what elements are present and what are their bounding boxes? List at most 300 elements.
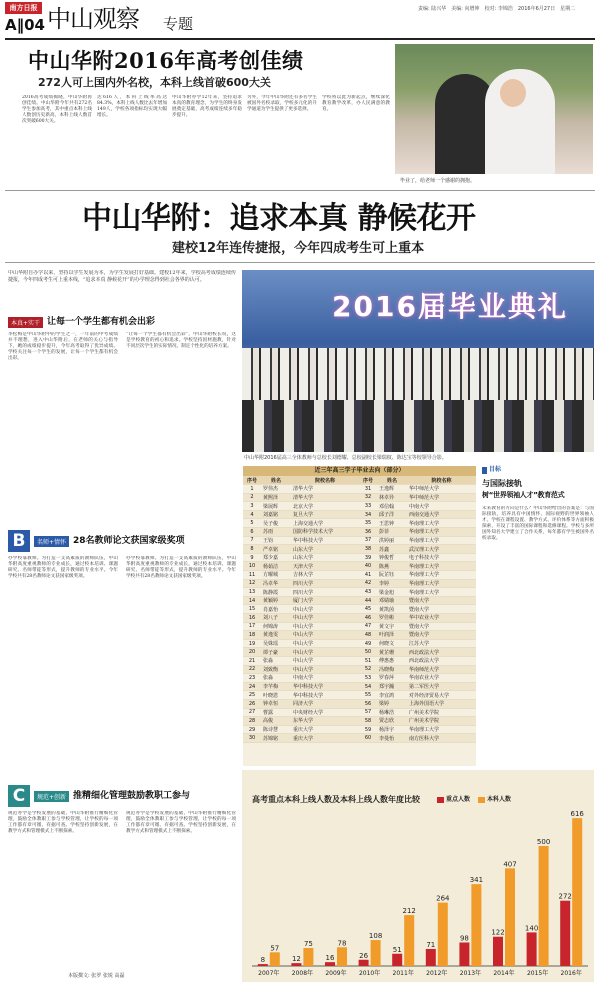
- table-cell: 7: [243, 536, 261, 545]
- data-label: 98: [459, 934, 469, 943]
- table-cell: 暨南大学: [407, 622, 476, 631]
- table-cell: 曹露: [261, 708, 291, 717]
- table-row: [243, 708, 476, 717]
- table-cell: 8: [243, 545, 261, 554]
- table-row: [243, 622, 476, 631]
- table-cell: 华中师范大学: [407, 493, 476, 502]
- table-cell: 冯晓梅: [377, 665, 407, 674]
- chart-panel: [242, 770, 594, 982]
- table-cell: 黄颖婷: [261, 596, 291, 605]
- section-subtitle: 专题: [163, 15, 194, 33]
- table-cell: 5: [243, 519, 261, 528]
- table-cell: 42: [359, 579, 377, 588]
- section-b: [8, 530, 236, 782]
- table-cell: 严卓铭: [261, 545, 291, 554]
- table-cell: 高俊: [261, 717, 291, 726]
- table-cell: 华中师范大学: [407, 485, 476, 494]
- table-cell: 上海外国语大学: [407, 699, 476, 708]
- table-cell: 18: [243, 631, 261, 640]
- story1-col2: 达616人，本科上线率高达84.3%，本科上线人数比去年增加149人，学校各项指标均实现大幅增长。: [97, 95, 167, 119]
- table-cell: 中山大学: [291, 648, 359, 657]
- table-cell: 24: [243, 682, 261, 691]
- table-cell: 中山大学: [291, 665, 359, 674]
- table-cell: 50: [359, 648, 377, 657]
- x-tick-label: 2013年: [459, 970, 482, 977]
- section-b-tag: 名师+情怀: [34, 536, 69, 547]
- table-cell: 陈诗慧: [261, 725, 291, 734]
- table-header-cell: 院校名称: [291, 476, 359, 485]
- meta-proofreader: 校对: 李锦浩: [484, 6, 513, 12]
- story2-lead: 中山华附自办学以来，坚持以学生发展为本，为学生发展打好基础。建校12年来，学校高考成绩连续传捷报，今年四成考生可上重本线，“追求本真 静候花开”的办学理念得到社会各界的认可。: [8, 270, 236, 283]
- table-header-cell: 序号: [243, 476, 261, 485]
- table-row: [243, 734, 476, 743]
- table-cell: 36: [359, 528, 377, 537]
- table-cell: 刘八子: [261, 614, 291, 623]
- table-cell: 广州美术学院: [407, 717, 476, 726]
- table-row: [243, 536, 476, 545]
- section-b-head: [34, 535, 185, 547]
- table-cell: 28: [243, 717, 261, 726]
- table-cell: 15: [243, 605, 261, 614]
- data-label: 78: [337, 939, 347, 948]
- x-tick-label: 2016年: [560, 970, 582, 977]
- table-cell: 钟卓恒: [261, 699, 291, 708]
- table-cell: 张淼: [261, 674, 291, 683]
- meta-editor: 责编: 陆兴华: [418, 6, 447, 12]
- table-cell: 14: [243, 596, 261, 605]
- table-cell: 肖嘉怡: [261, 605, 291, 614]
- bar-key-2016年: [560, 901, 570, 966]
- meta-date: 2016年6月27日: [517, 6, 556, 12]
- table-cell: 贾志欣: [377, 717, 407, 726]
- table-row: [243, 639, 476, 648]
- table-cell: 34: [359, 510, 377, 519]
- data-label: 16: [325, 954, 335, 963]
- story2-subtitle: 建校12年连传捷报，今年四成考生可上重本: [172, 241, 425, 256]
- bar-key-2008年: [291, 963, 301, 966]
- bar-key-2012年: [426, 949, 436, 966]
- table-cell: 12: [243, 579, 261, 588]
- table-cell: 刘致衡: [261, 665, 291, 674]
- table-cell: 第二军医大学: [407, 682, 476, 691]
- bar-undergrad-2016年: [572, 818, 582, 966]
- section-b-body2: 办学校靠教师。为打造一支高素质的教师队伍，中山华附高度重视教师的专业成长，通过校本培训、课题研究、名师带徒等形式，提升教师的专业水平。今年学校共有28名教师论文获国家级奖项。: [126, 556, 236, 580]
- table-row: [243, 519, 476, 528]
- table-cell: 黄凯茵: [377, 605, 407, 614]
- table-cell: 57: [359, 708, 377, 717]
- table-cell: 电子科技大学: [407, 553, 476, 562]
- table-cell: 冯卓华: [261, 579, 291, 588]
- table-cell: 20: [243, 648, 261, 657]
- table-cell: 29: [243, 725, 261, 734]
- bar-key-2007年: [258, 964, 268, 966]
- table-header-row: [243, 476, 476, 485]
- x-tick-label: 2015年: [526, 970, 549, 977]
- data-label: 140: [524, 924, 539, 933]
- table-cell: 华中科技大学: [291, 691, 359, 700]
- table-cell: 35: [359, 519, 377, 528]
- table-cell: 天津大学: [291, 562, 359, 571]
- table-cell: 山东大学: [291, 545, 359, 554]
- data-label: 8: [260, 956, 266, 965]
- table-cell: 重庆大学: [291, 734, 359, 743]
- table-header-cell: 院校名称: [407, 476, 476, 485]
- table-row: [243, 562, 476, 571]
- table-header-cell: 序号: [359, 476, 377, 485]
- table-row: [243, 596, 476, 605]
- table-cell: 49: [359, 639, 377, 648]
- table-cell: 罗伟杰: [261, 485, 291, 494]
- bar-key-2015年: [527, 932, 537, 966]
- table-cell: 华南理工大学: [407, 519, 476, 528]
- table-cell: 李婷: [377, 579, 407, 588]
- table-row: [243, 699, 476, 708]
- section-a-head: [8, 316, 155, 328]
- table-cell: 中山大学: [291, 631, 359, 640]
- table-cell: 46: [359, 614, 377, 623]
- table-row: [243, 605, 476, 614]
- table-cell: 华南理工大学: [407, 725, 476, 734]
- table-cell: 傅惠惠: [377, 656, 407, 665]
- table-row: [243, 682, 476, 691]
- table-cell: 叶晓恩: [261, 691, 291, 700]
- table-cell: 华南理工大学: [407, 562, 476, 571]
- table-cell: 上海交通大学: [291, 519, 359, 528]
- table-cell: 陈燕: [377, 562, 407, 571]
- masthead: [0, 0, 600, 40]
- table-cell: 23: [243, 674, 261, 683]
- graduates-table-title: 近三年高三学子毕业去向（部分）: [243, 466, 476, 476]
- data-label: 122: [491, 928, 505, 937]
- table-row: [243, 725, 476, 734]
- side-body: 未来教育的方向是什么？中山华附给出的答案是：与国际接轨，培养具有中国情怀、国际视野的世界领袖人才。学校在课程设置、教学方式、评价体系等方面积极探索，开设了丰富的国际课程和选修课程。学校与多所国外知名大学建立了合作关系，每年都有学生被国外名校录取。: [482, 506, 594, 542]
- table-cell: 吴姝瑶: [261, 639, 291, 648]
- table-row: [243, 485, 476, 494]
- table-cell: 27: [243, 708, 261, 717]
- table-cell: 中央财经大学: [291, 708, 359, 717]
- bar-key-2011年: [392, 954, 402, 966]
- bar-undergrad-2009年: [337, 947, 347, 966]
- data-label: 57: [270, 944, 280, 953]
- table-cell: 谭子豪: [261, 648, 291, 657]
- table-cell: 1: [243, 485, 261, 494]
- table-cell: 林卓异: [377, 493, 407, 502]
- data-label: 500: [536, 838, 551, 846]
- table-cell: 44: [359, 596, 377, 605]
- table-cell: 58: [359, 717, 377, 726]
- table-row: [243, 665, 476, 674]
- table-row: [243, 674, 476, 683]
- table-row: [243, 528, 476, 537]
- bar-key-2009年: [325, 962, 335, 966]
- bar-chart: [242, 770, 594, 982]
- table-cell: 清华大学: [291, 485, 359, 494]
- table-cell: 南方医科大学: [407, 734, 476, 743]
- section-a-body: 李松梅是中山华附中的学生之一，一年前的中考成绩并不理想，进入中山华附后，在老师的关心与指导下，她的成绩稳步提升，今年高考取得了优异成绩。学校关注每一个学生的发展，让每一个学生都有机会出彩。: [8, 332, 118, 362]
- table-cell: 48: [359, 631, 377, 640]
- story1-subtitle: 272人可上国内外名校，本科上线首破600大关: [38, 76, 271, 89]
- section-a-body2: “让每一个学生都有机会出彩”，中山华附校长说，这是学校教育的初心和追求。学校坚持因材施教，针对不同层次学生的实际情况，制定个性化的培养方案。: [126, 332, 236, 350]
- table-cell: 吉林大学: [291, 571, 359, 580]
- table-cell: 东华大学: [291, 717, 359, 726]
- table-cell: 32: [359, 493, 377, 502]
- story1-col3: 中山华附办学12年来，坚持追求本真的教育理念，为学生的终身发展奠定基础，高考成绩连续多年稳步提升。: [172, 95, 242, 119]
- section-c: [8, 785, 236, 981]
- table-cell: 西南交通大学: [407, 510, 476, 519]
- table-cell: 45: [359, 605, 377, 614]
- table-cell: 方曜城: [261, 571, 291, 580]
- graduates-table-wrap: [243, 466, 476, 766]
- table-cell: 中山大学: [291, 622, 359, 631]
- section-c-tag: 规范+创新: [34, 791, 69, 802]
- x-tick-label: 2010年: [358, 970, 381, 977]
- table-row: [243, 656, 476, 665]
- side-tag-label: 目标: [489, 466, 502, 473]
- section-c-heading: 推精细化管理鼓励教职工参与: [73, 791, 191, 801]
- table-cell: 杨茹洁: [261, 562, 291, 571]
- table-cell: 邓信翰: [377, 502, 407, 511]
- table-cell: 梁金旭: [377, 588, 407, 597]
- table-cell: 53: [359, 674, 377, 683]
- data-label: 212: [402, 907, 416, 916]
- table-cell: 郑少嘉: [261, 553, 291, 562]
- table-cell: 30: [243, 734, 261, 743]
- table-cell: 西北政法大学: [407, 648, 476, 657]
- group-photo: [242, 270, 594, 452]
- bar-undergrad-2010年: [371, 940, 381, 966]
- table-cell: 江苏大学: [407, 639, 476, 648]
- table-cell: 黄文宇: [377, 622, 407, 631]
- story2-rule: [5, 262, 595, 263]
- data-label: 616: [570, 810, 584, 819]
- table-row: [243, 588, 476, 597]
- table-cell: 武汉理工大学: [407, 545, 476, 554]
- table-cell: 26: [243, 699, 261, 708]
- table-cell: 3: [243, 502, 261, 511]
- table-cell: 同济大学: [291, 699, 359, 708]
- story1-col5: 学校将以此为新起点，继续深化教育教学改革，办人民满意的教育。: [322, 95, 390, 113]
- table-cell: 刘嘉铭: [261, 510, 291, 519]
- table-cell: 王思钟: [377, 519, 407, 528]
- table-cell: 39: [359, 553, 377, 562]
- story1-col4: 另外，今年中山华附还有多名学生被国外名校录取，学校多元化的升学通道为学生提供了更多选择。: [247, 95, 317, 113]
- section-c-body2: 规范办学是学校发展的基础，中山华附推行精细化管理，鼓励全体教职工参与学校管理，让学校的每一项工作都有章可循、有据可查。学校坚持创新发展，在教学方式和管理模式上不断探索。: [126, 811, 236, 835]
- table-cell: 10: [243, 562, 261, 571]
- section-a-tag: 本真+实干: [8, 317, 43, 328]
- table-cell: 苏鑫: [377, 545, 407, 554]
- table-row: [243, 691, 476, 700]
- data-label: 272: [558, 892, 572, 901]
- table-cell: 华中科技大学: [291, 536, 359, 545]
- table-cell: 彭菲: [377, 528, 407, 537]
- bar-undergrad-2012年: [438, 903, 448, 966]
- table-row: [243, 614, 476, 623]
- table-cell: 59: [359, 725, 377, 734]
- table-cell: 2: [243, 493, 261, 502]
- section-title: 中山观察: [47, 5, 139, 33]
- data-label: 341: [469, 876, 484, 885]
- table-row: [243, 571, 476, 580]
- table-cell: 38: [359, 545, 377, 554]
- table-cell: 邓婧瑜: [377, 596, 407, 605]
- table-cell: 对外经济贸易大学: [407, 691, 476, 700]
- legend-label-undergrad: 本科人数: [487, 796, 512, 803]
- table-row: [243, 648, 476, 657]
- table-cell: 中山大学: [291, 656, 359, 665]
- table-cell: 41: [359, 571, 377, 580]
- table-row: [243, 631, 476, 640]
- table-cell: 9: [243, 553, 261, 562]
- table-cell: 13: [243, 588, 261, 597]
- bar-key-2013年: [459, 942, 469, 966]
- bar-undergrad-2007年: [270, 952, 280, 966]
- masthead-meta: [418, 6, 575, 12]
- data-label: 71: [426, 940, 436, 949]
- x-tick-label: 2008年: [291, 970, 314, 977]
- table-header-cell: 姓名: [377, 476, 407, 485]
- table-cell: 黄芷珊: [377, 648, 407, 657]
- table-cell: 中山大学: [291, 614, 359, 623]
- table-cell: 31: [359, 485, 377, 494]
- table-cell: 李曼怡: [377, 734, 407, 743]
- table-cell: 吴子俊: [261, 519, 291, 528]
- table-cell: 北京大学: [291, 502, 359, 511]
- section-b-body: 办学校靠教师。为打造一支高素质的教师队伍，中山华附高度重视教师的专业成长，通过校本培训、课题研究、名师带徒等形式，提升教师的专业水平。今年学校共有28名教师论文获国家级奖项。: [8, 556, 118, 580]
- table-cell: 重庆大学: [291, 725, 359, 734]
- table-cell: 华南理工大学: [407, 536, 476, 545]
- table-cell: 李宜鸿: [377, 691, 407, 700]
- table-cell: 4: [243, 510, 261, 519]
- table-cell: 6: [243, 528, 261, 537]
- table-cell: 55: [359, 691, 377, 700]
- story1: [0, 40, 600, 192]
- side-tag: [482, 466, 501, 474]
- table-cell: 何晓文: [377, 639, 407, 648]
- table-cell: 梁婷: [377, 699, 407, 708]
- table-cell: 60: [359, 734, 377, 743]
- table-cell: 华南农业大学: [407, 674, 476, 683]
- section-a: [8, 316, 236, 528]
- table-cell: 复旦大学: [291, 510, 359, 519]
- table-cell: 苏锦铭: [261, 734, 291, 743]
- hug-photo: [395, 44, 593, 174]
- table-row: [243, 502, 476, 511]
- bar-undergrad-2015年: [539, 846, 549, 966]
- data-label: 407: [503, 860, 517, 869]
- table-cell: 11: [243, 571, 261, 580]
- table-cell: 54: [359, 682, 377, 691]
- table-cell: 苏雨: [261, 528, 291, 537]
- x-tick-label: 2014年: [493, 970, 515, 977]
- data-label: 108: [368, 932, 383, 941]
- table-cell: 阮芷钰: [377, 571, 407, 580]
- photo-front-row: [242, 400, 594, 452]
- table-cell: 钟俊哲: [377, 553, 407, 562]
- table-cell: 37: [359, 536, 377, 545]
- table-cell: 43: [359, 588, 377, 597]
- x-tick-label: 2007年: [258, 970, 280, 977]
- table-cell: 四川大学: [291, 588, 359, 597]
- table-row: [243, 553, 476, 562]
- table-cell: 华中农业大学: [407, 614, 476, 623]
- table-row: [243, 579, 476, 588]
- table-cell: 四川大学: [291, 579, 359, 588]
- table-cell: 洪婷丽: [377, 536, 407, 545]
- meta-weekday: 星期二: [560, 6, 576, 12]
- table-cell: 暨南大学: [407, 631, 476, 640]
- table-cell: 李芊梅: [261, 682, 291, 691]
- x-tick-label: 2012年: [426, 970, 448, 977]
- table-cell: 梁展辉: [261, 502, 291, 511]
- table-cell: 33: [359, 502, 377, 511]
- table-cell: 中山大学: [291, 639, 359, 648]
- table-cell: 杨琳浩: [377, 708, 407, 717]
- table-cell: 中南大学: [407, 502, 476, 511]
- table-cell: 叶润泽: [377, 631, 407, 640]
- table-cell: 华南理工大学: [407, 588, 476, 597]
- table-cell: 22: [243, 665, 261, 674]
- table-cell: 厦门大学: [291, 596, 359, 605]
- table-cell: 王逸辉: [377, 485, 407, 494]
- table-cell: 56: [359, 699, 377, 708]
- data-label: 12: [291, 955, 301, 964]
- bar-undergrad-2011年: [404, 915, 414, 966]
- table-cell: 华南师范大学: [407, 665, 476, 674]
- table-cell: 47: [359, 622, 377, 631]
- table-cell: 暨南大学: [407, 596, 476, 605]
- story1-title: 中山华附2016年高考创佳绩: [28, 48, 304, 73]
- table-cell: 华南理工大学: [407, 571, 476, 580]
- bar-undergrad-2008年: [303, 948, 313, 966]
- section-c-body: 规范办学是学校发展的基础，中山华附推行精细化管理，鼓励全体教职工参与学校管理，让学校的每一项工作都有章可循、有据可查。学校坚持创新发展，在教学方式和管理模式上不断探索。: [8, 811, 118, 835]
- story2-title: 中山华附：追求本真 静候花开: [82, 201, 476, 236]
- table-cell: 山东大学: [291, 553, 359, 562]
- table-cell: 21: [243, 656, 261, 665]
- table-cell: 中南大学: [291, 674, 359, 683]
- side-tag-marker: [482, 467, 487, 474]
- section-b-dropcap: B: [8, 530, 30, 552]
- table-cell: 黄逸雯: [261, 631, 291, 640]
- graduates-table: [243, 476, 476, 743]
- table-cell: 杨泽宇: [377, 725, 407, 734]
- bar-undergrad-2014年: [505, 868, 515, 966]
- table-cell: 华中科技大学: [291, 682, 359, 691]
- table-row: [243, 493, 476, 502]
- table-cell: 51: [359, 656, 377, 665]
- table-cell: 黄熙泽: [261, 493, 291, 502]
- table-cell: 华南理工大学: [407, 528, 476, 537]
- table-cell: 何锦涛: [261, 622, 291, 631]
- story1-col1: 2016高考成绩揭晓，中山华附再创佳绩。中山华附今年共有272名学生参加高考，其中重点本科上线人数创历史新高，本科上线人数首次突破600大关。: [22, 95, 92, 125]
- byline: 本版撰文: 张罗 张锐 高磊: [68, 973, 125, 979]
- table-cell: 暨南大学: [407, 605, 476, 614]
- chart-title: 高考重点本科上线人数及本科上线人数年度比较: [252, 795, 420, 804]
- data-label: 264: [436, 894, 450, 903]
- side-article: [482, 466, 594, 766]
- table-row: [243, 510, 476, 519]
- data-label: 51: [392, 945, 402, 954]
- legend-label-key: 重点人数: [446, 796, 471, 803]
- section-b-heading: 28名教师论文获国家级奖项: [73, 536, 185, 546]
- bar-key-2014年: [493, 937, 503, 966]
- table-cell: 罗佳彬: [377, 614, 407, 623]
- section-c-dropcap: C: [8, 785, 30, 807]
- meta-designer: 美编: 向增坤: [451, 6, 480, 12]
- table-cell: 西北政法大学: [407, 656, 476, 665]
- table-cell: 华南理工大学: [407, 579, 476, 588]
- table-cell: 王钧: [261, 536, 291, 545]
- table-cell: 广州美术学院: [407, 708, 476, 717]
